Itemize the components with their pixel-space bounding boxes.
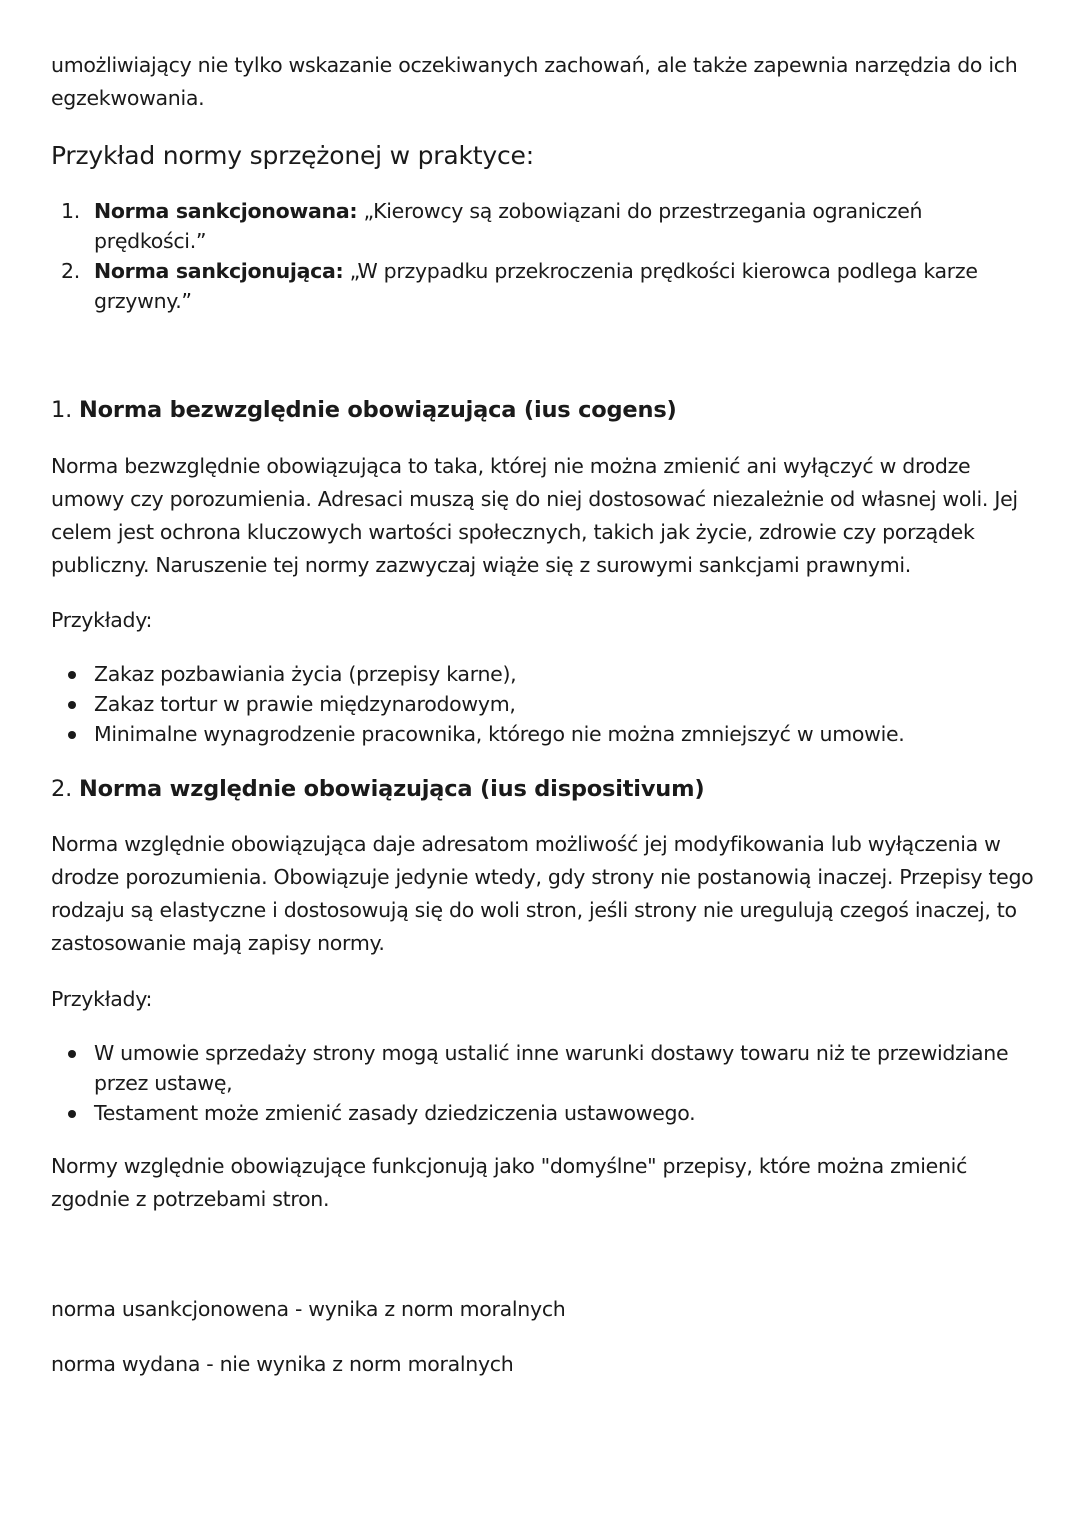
list-number: 2. [61, 259, 80, 283]
coupled-norm-heading: Przykład normy sprzężonej w praktyce: [51, 141, 534, 170]
bullet-icon [68, 1110, 76, 1118]
bullet-icon [68, 731, 76, 739]
section-2-body: Norma względnie obowiązująca daje adresatom możliwość jej modyfikowania lub wyłączenia w drodze porozumienia. Obowiązuje jedynie wtedy, gdy strony nie postanowią inaczej. Przepisy tego rodzaju są elastyczne i dostosowują się do woli stron, jeśli strony nie uregulują czegoś inaczej, to zastosowanie mają zapisy normy. [51, 832, 1034, 955]
section-2-examples-label: Przykłady: [51, 987, 153, 1011]
section-1-examples-label: Przykłady: [51, 608, 153, 632]
intro-paragraph: umożliwiający nie tylko wskazanie oczekiwanych zachowań, ale także zapewnia narzędzia do ich egzekwowania. [51, 53, 1018, 110]
section-2-summary: Normy względnie obowiązujące funkcjonują jako "domyślne" przepisy, które można zmienić zgodnie z potrzebami stron. [51, 1154, 968, 1211]
section-1-examples-list [51, 659, 1036, 749]
section-2-heading [51, 772, 704, 806]
item-text: „W przypadku przekroczenia prędkości kierowca podlega karze grzywny.” [94, 259, 978, 313]
section-number: 2. [51, 776, 73, 802]
list-number: 1. [61, 199, 80, 223]
section-number: 1. [51, 397, 73, 423]
list-item: Zakaz tortur w prawie międzynarodowym, [51, 689, 1036, 719]
section-1-body: Norma bezwzględnie obowiązująca to taka, której nie można zmienić ani wyłączyć w drodze umowy czy porozumienia. Adresaci muszą się do niej dostosować niezależnie od własnej woli. Jej celem jest ochrona kluczowych wartości społecznych, takich jak życie, zdrowie czy porządek publiczny. Naruszenie tej normy zazwyczaj wiąże się z surowymi sankcjami prawnymi. [51, 454, 1018, 577]
note-line: norma usankcjonowena - wynika z norm moralnych [51, 1297, 566, 1321]
section-1-heading [51, 393, 677, 427]
bullet-icon [68, 701, 76, 709]
note-line: norma wydana - nie wynika z norm moralnych [51, 1352, 514, 1376]
list-item [51, 196, 1036, 256]
item-text: „Kierowcy są zobowiązani do przestrzegania ograniczeń prędkości.” [94, 199, 923, 253]
section-2-examples-list [51, 1038, 1036, 1128]
bullet-icon [68, 671, 76, 679]
coupled-norm-list [51, 196, 1036, 316]
bullet-icon [68, 1050, 76, 1058]
section-title: Norma względnie obowiązująca (ius dispositivum) [79, 776, 705, 802]
item-label: Norma sankcjonowana: [94, 199, 358, 223]
list-item: Minimalne wynagrodzenie pracownika, którego nie można zmniejszyć w umowie. [51, 719, 1036, 749]
list-item: W umowie sprzedaży strony mogą ustalić inne warunki dostawy towaru niż te przewidziane przez ustawę, [51, 1038, 1036, 1098]
list-item [51, 256, 1036, 316]
item-label: Norma sankcjonująca: [94, 259, 344, 283]
list-item: Testament może zmienić zasady dziedziczenia ustawowego. [51, 1098, 1036, 1128]
section-title: Norma bezwzględnie obowiązująca (ius cogens) [79, 397, 677, 423]
list-item: Zakaz pozbawiania życia (przepisy karne), [51, 659, 1036, 689]
